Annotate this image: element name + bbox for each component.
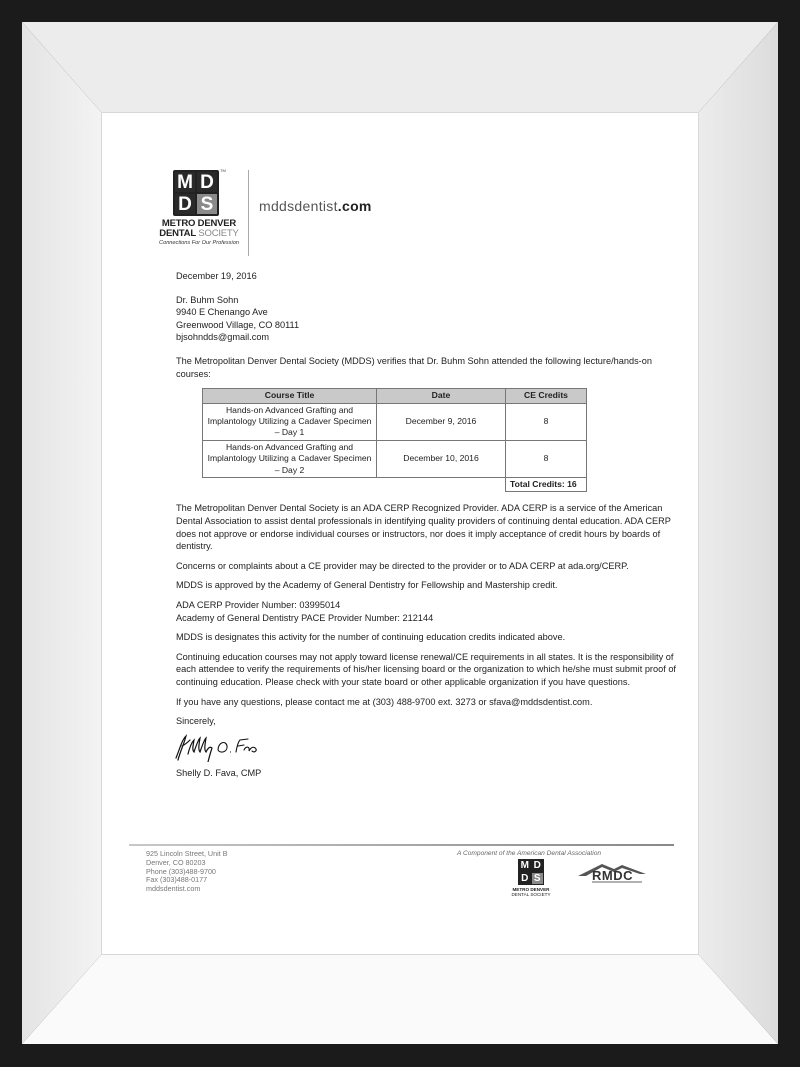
- logo-letter: S: [197, 194, 217, 214]
- logo-tagline: Connections For Our Profession: [159, 240, 239, 246]
- rmdc-logo: [576, 860, 648, 886]
- logo-line1: METRO DENVER: [161, 218, 237, 229]
- ada-provider-number: ADA CERP Provider Number: 03995014: [176, 599, 341, 610]
- empty-cell: [203, 478, 377, 492]
- logo-letter: M: [175, 172, 195, 192]
- recipient-email: bjsohndds@gmail.com: [176, 332, 270, 343]
- concerns-paragraph: Concerns or complaints about a CE provider may be directed to the provider or to ADA CERP at ada.org/CERP.: [176, 560, 629, 571]
- footer-logo-line1: METRO DENVER: [512, 887, 550, 892]
- course-title: Hands-on Advanced Grafting and Implantology Utilizing a Cadaver Specimen – Day 1: [203, 403, 377, 440]
- certificate-letter: [101, 112, 699, 955]
- footer-website: mddsdentist.com: [146, 884, 201, 894]
- designation-paragraph: MDDS is designates this activity for the number of continuing education credits indicated above.: [176, 632, 566, 643]
- table-row: [203, 440, 587, 477]
- logo-trademark: TM: [220, 168, 226, 173]
- footer-divider: [129, 844, 674, 846]
- header-course-title: Course Title: [203, 389, 377, 403]
- logo-line2-bold: DENTAL: [159, 228, 196, 239]
- website: [259, 198, 372, 214]
- table-row: [203, 403, 587, 440]
- logo-letter: D: [521, 872, 529, 884]
- footer-city: Denver, CO 80203: [146, 857, 206, 867]
- recipient-city: Greenwood Village, CO 80111: [176, 319, 300, 330]
- handwritten-signature: [172, 730, 262, 762]
- header-divider: [248, 170, 249, 256]
- course-date: December 10, 2016: [377, 440, 506, 477]
- website-name: mddsdentist: [259, 198, 338, 214]
- signature-block: [176, 715, 686, 780]
- mdds-logo: [153, 168, 245, 260]
- rmdc-text: RMDC: [592, 868, 633, 883]
- recipient-name: Dr. Buhm Sohn: [176, 294, 239, 305]
- contact-paragraph: If you have any questions, please contact me at (303) 488-9700 ext. 3273 or sfava@mddsdentist.com.: [176, 696, 593, 707]
- footer-logo-line2: DENTAL SOCIETY: [511, 892, 551, 897]
- logo-letter: M: [520, 860, 529, 872]
- provider-numbers: [176, 599, 686, 624]
- footer-street: 925 Lincoln Street, Unit B: [146, 849, 228, 858]
- logo-letter: S: [532, 873, 544, 885]
- course-date: December 9, 2016: [377, 403, 506, 440]
- intro-paragraph: The Metropolitan Denver Dental Society (MDDS) verifies that Dr. Buhm Sohn attended the following lecture/hands-on courses:: [176, 355, 652, 379]
- courses-table: [202, 388, 587, 492]
- course-credits: 8: [506, 440, 587, 477]
- website-tld: .com: [337, 198, 372, 214]
- agd-provider-number: Academy of General Dentistry PACE Provider Number: 212144: [176, 612, 434, 623]
- letter-date: December 19, 2016: [176, 271, 257, 281]
- signer-name: Shelly D. Fava, CMP: [176, 768, 262, 779]
- header-ce-credits: CE Credits: [506, 389, 587, 403]
- total-row: [203, 478, 587, 492]
- logo-letter: D: [533, 860, 541, 872]
- logo-letter: D: [175, 194, 195, 214]
- course-credits: 8: [506, 403, 587, 440]
- empty-cell: [377, 478, 506, 492]
- ada-cerp-paragraph: The Metropolitan Denver Dental Society is an ADA CERP Recognized Provider. ADA CERP is a service of the American Dental Association to assist dental professionals in identifying quality providers of continuing dental education. ADA CERP does not approve or endorse individual courses or instructors, nor does it imply acceptance of credit hours by boards of dentistry.: [176, 503, 671, 552]
- ada-component-text: A Component of the American Dental Association: [457, 850, 602, 857]
- letterhead: [153, 168, 653, 260]
- recipient-address: [176, 294, 686, 344]
- total-credits: Total Credits: 16: [506, 478, 587, 492]
- recipient-street: 9940 E Chenango Ave: [176, 307, 268, 318]
- agd-paragraph: MDDS is approved by the Academy of General Dentistry for Fellowship and Mastership credit.: [176, 580, 558, 591]
- footer-mdds-logo: [511, 859, 551, 907]
- license-paragraph: Continuing education courses may not apply toward license renewal/CE requirements in all states. It is the responsibility of each attendee to verify the requirements of his/her licensing board or the organization to which he/she must submit proof of continuing education. Please check with your state board or other applicable organization if you have questions.: [176, 651, 676, 687]
- logo-line2: [153, 228, 245, 239]
- closing: Sincerely,: [176, 716, 216, 727]
- header-date: Date: [377, 389, 506, 403]
- logo-letter: D: [197, 172, 217, 192]
- table-header-row: [203, 389, 587, 403]
- footer-address: [146, 850, 228, 894]
- logo-line2-light: SOCIETY: [198, 228, 239, 239]
- footer-fax: Fax (303)488-0177: [146, 875, 208, 885]
- footer-phone: Phone (303)488-9700: [146, 866, 216, 876]
- letter-body: [176, 270, 686, 780]
- course-title: Hands-on Advanced Grafting and Implantology Utilizing a Cadaver Specimen – Day 2: [203, 440, 377, 477]
